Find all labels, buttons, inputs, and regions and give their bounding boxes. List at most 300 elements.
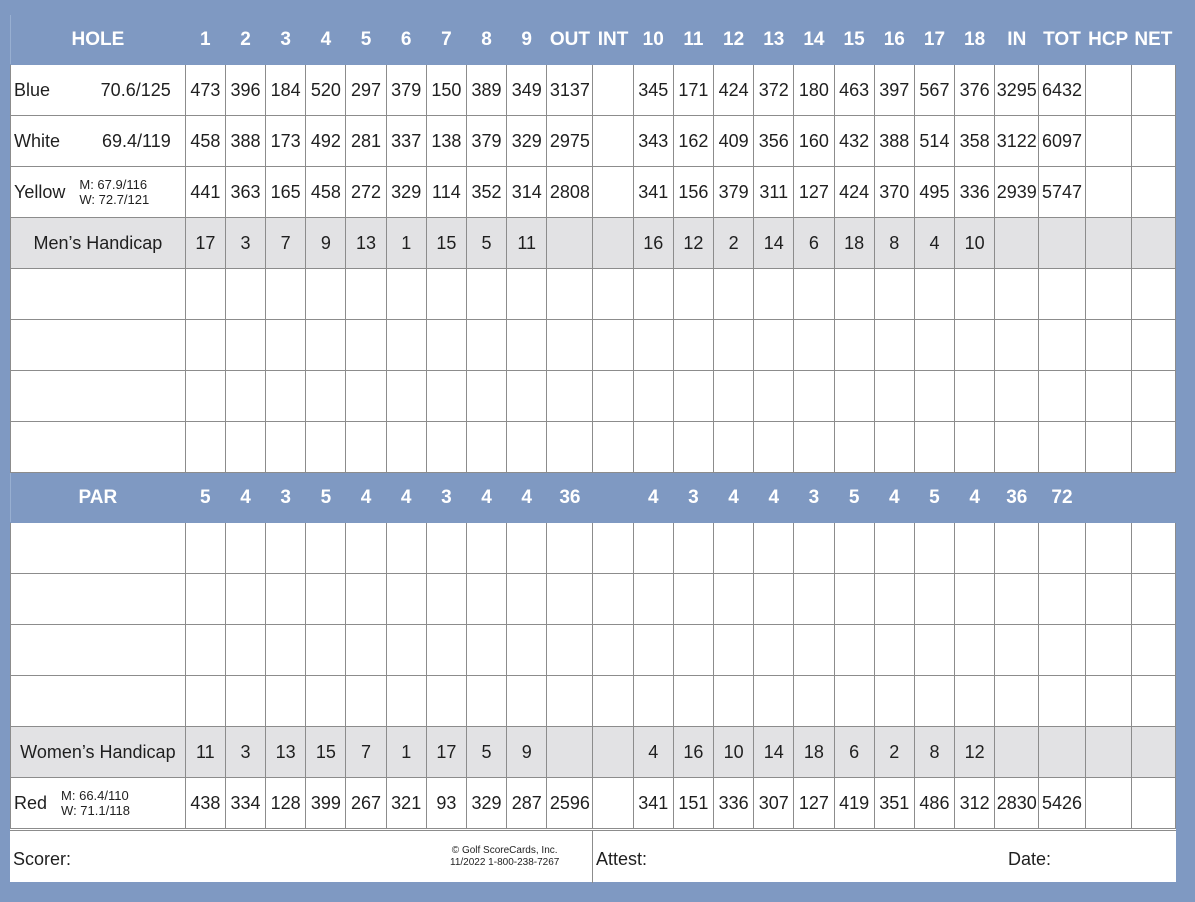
score-entry-cell[interactable]: [834, 574, 874, 625]
player-name-cell[interactable]: [11, 269, 186, 320]
player-name-cell[interactable]: [11, 676, 186, 727]
out-total: 2975: [547, 116, 593, 167]
signature-footer: [10, 830, 1176, 883]
score-entry-cell[interactable]: [754, 320, 794, 371]
score-entry-cell[interactable]: [386, 625, 426, 676]
yardage-cell: 396: [225, 65, 265, 116]
score-entry-cell[interactable]: [874, 371, 914, 422]
score-entry-cell[interactable]: [386, 676, 426, 727]
yardage-cell: 486: [914, 778, 954, 829]
score-entry-cell[interactable]: [754, 625, 794, 676]
score-entry-cell[interactable]: [1039, 676, 1085, 727]
score-entry-cell[interactable]: [673, 523, 713, 574]
score-entry-cell[interactable]: [306, 320, 346, 371]
player-name-cell[interactable]: [11, 574, 186, 625]
score-entry-cell[interactable]: [266, 371, 306, 422]
score-entry-cell[interactable]: [1131, 320, 1175, 371]
score-entry-cell[interactable]: [386, 269, 426, 320]
score-entry-cell[interactable]: [1039, 371, 1085, 422]
handicap-cell: 17: [185, 218, 225, 269]
player-score-row: [11, 269, 1176, 320]
score-entry-cell[interactable]: [466, 523, 506, 574]
yardage-cell: 173: [266, 116, 306, 167]
scorecard: [10, 14, 1176, 882]
score-entry-cell[interactable]: [955, 371, 995, 422]
score-entry-cell[interactable]: [754, 523, 794, 574]
score-entry-cell[interactable]: [754, 371, 794, 422]
handicap-cell: 16: [673, 727, 713, 778]
in-header: IN: [995, 15, 1039, 65]
hole-number: 1: [185, 15, 225, 65]
score-entry-cell[interactable]: [266, 523, 306, 574]
score-entry-cell[interactable]: [547, 574, 593, 625]
score-entry-cell[interactable]: [426, 574, 466, 625]
int-cell: [593, 778, 633, 829]
score-entry-cell[interactable]: [714, 269, 754, 320]
score-entry-cell[interactable]: [834, 320, 874, 371]
hole-number: 17: [914, 15, 954, 65]
score-entry-cell[interactable]: [1085, 523, 1131, 574]
score-entry-cell[interactable]: [346, 371, 386, 422]
score-entry-cell[interactable]: [266, 269, 306, 320]
score-entry-cell[interactable]: [995, 574, 1039, 625]
handicap-cell: 15: [426, 218, 466, 269]
score-entry-cell[interactable]: [914, 320, 954, 371]
score-entry-cell[interactable]: [714, 523, 754, 574]
score-entry-cell[interactable]: [794, 422, 834, 473]
blank-cell: [995, 218, 1039, 269]
score-entry-cell[interactable]: [386, 422, 426, 473]
score-entry-cell[interactable]: [346, 523, 386, 574]
yardage-cell: 419: [834, 778, 874, 829]
score-entry-cell[interactable]: [673, 422, 713, 473]
score-entry-cell[interactable]: [633, 371, 673, 422]
score-entry-cell[interactable]: [1131, 523, 1175, 574]
score-entry-cell[interactable]: [225, 269, 265, 320]
score-entry-cell[interactable]: [593, 422, 633, 473]
score-entry-cell[interactable]: [306, 371, 346, 422]
yardage-cell: 114: [426, 167, 466, 218]
score-entry-cell[interactable]: [754, 676, 794, 727]
yardage-cell: 441: [185, 167, 225, 218]
score-entry-cell[interactable]: [547, 422, 593, 473]
yardage-cell: 458: [306, 167, 346, 218]
yardage-cell: 399: [306, 778, 346, 829]
score-entry-cell[interactable]: [225, 574, 265, 625]
score-entry-cell[interactable]: [794, 625, 834, 676]
score-entry-cell[interactable]: [593, 625, 633, 676]
score-entry-cell[interactable]: [714, 676, 754, 727]
yardage-cell: 329: [507, 116, 547, 167]
yardage-cell: 321: [386, 778, 426, 829]
tee-row-white: [11, 116, 1176, 167]
score-entry-cell[interactable]: [794, 676, 834, 727]
score-entry-cell[interactable]: [995, 422, 1039, 473]
score-entry-cell[interactable]: [874, 676, 914, 727]
par-cell: 4: [633, 473, 673, 523]
score-entry-cell[interactable]: [874, 523, 914, 574]
score-entry-cell[interactable]: [914, 574, 954, 625]
handicap-label: Women’s Handicap: [11, 727, 186, 778]
yardage-cell: 281: [346, 116, 386, 167]
tee-name-cell: [11, 116, 186, 167]
hole-number: 2: [225, 15, 265, 65]
mens-rating: M: 66.4/110: [61, 788, 129, 803]
score-entry-cell[interactable]: [507, 523, 547, 574]
score-entry-cell[interactable]: [914, 422, 954, 473]
score-entry-cell[interactable]: [794, 371, 834, 422]
score-entry-cell[interactable]: [266, 574, 306, 625]
score-entry-cell[interactable]: [874, 422, 914, 473]
score-entry-cell[interactable]: [1039, 523, 1085, 574]
yardage-cell: 424: [834, 167, 874, 218]
score-entry-cell[interactable]: [914, 269, 954, 320]
blank-cell: [1085, 727, 1131, 778]
score-entry-cell[interactable]: [714, 320, 754, 371]
score-entry-cell[interactable]: [185, 269, 225, 320]
score-entry-cell[interactable]: [1039, 625, 1085, 676]
yardage-cell: 343: [633, 116, 673, 167]
handicap-cell: 14: [754, 727, 794, 778]
score-entry-cell[interactable]: [386, 320, 426, 371]
score-entry-cell[interactable]: [593, 269, 633, 320]
par-cell: 4: [754, 473, 794, 523]
score-entry-cell[interactable]: [995, 676, 1039, 727]
score-entry-cell[interactable]: [714, 371, 754, 422]
score-entry-cell[interactable]: [306, 269, 346, 320]
score-entry-cell[interactable]: [547, 269, 593, 320]
score-entry-cell[interactable]: [874, 269, 914, 320]
tee-name-cell: [11, 65, 186, 116]
hole-number: 5: [346, 15, 386, 65]
score-entry-cell[interactable]: [306, 523, 346, 574]
score-entry-cell[interactable]: [225, 625, 265, 676]
score-entry-cell[interactable]: [346, 269, 386, 320]
score-entry-cell[interactable]: [955, 574, 995, 625]
par-int: [593, 473, 633, 523]
score-entry-cell[interactable]: [266, 320, 306, 371]
score-entry-cell[interactable]: [386, 523, 426, 574]
score-entry-cell[interactable]: [1085, 371, 1131, 422]
yardage-cell: 351: [874, 778, 914, 829]
score-entry-cell[interactable]: [955, 523, 995, 574]
handicap-cell: 6: [834, 727, 874, 778]
score-entry-cell[interactable]: [185, 371, 225, 422]
score-entry-cell[interactable]: [466, 320, 506, 371]
score-entry-cell[interactable]: [1131, 422, 1175, 473]
score-entry-cell[interactable]: [995, 269, 1039, 320]
score-entry-cell[interactable]: [633, 320, 673, 371]
score-entry-cell[interactable]: [1085, 422, 1131, 473]
score-entry-cell[interactable]: [1131, 676, 1175, 727]
score-entry-cell[interactable]: [346, 574, 386, 625]
score-entry-cell[interactable]: [955, 625, 995, 676]
yardage-cell: 492: [306, 116, 346, 167]
date-label: Date:: [1008, 849, 1052, 869]
score-entry-cell[interactable]: [547, 320, 593, 371]
score-entry-cell[interactable]: [426, 371, 466, 422]
score-entry-cell[interactable]: [995, 371, 1039, 422]
handicap-cell: 9: [306, 218, 346, 269]
score-entry-cell[interactable]: [754, 422, 794, 473]
int-cell: [593, 727, 633, 778]
score-entry-cell[interactable]: [547, 676, 593, 727]
score-entry-cell[interactable]: [306, 676, 346, 727]
handicap-cell: 1: [386, 218, 426, 269]
score-entry-cell[interactable]: [225, 523, 265, 574]
yardage-cell: 370: [874, 167, 914, 218]
score-entry-cell[interactable]: [1085, 676, 1131, 727]
score-entry-cell[interactable]: [714, 574, 754, 625]
yardage-cell: 345: [633, 65, 673, 116]
score-entry-cell[interactable]: [633, 574, 673, 625]
yardage-cell: 409: [714, 116, 754, 167]
score-entry-cell[interactable]: [673, 371, 713, 422]
yardage-cell: 93: [426, 778, 466, 829]
handicap-cell: 3: [225, 218, 265, 269]
score-entry-cell[interactable]: [346, 422, 386, 473]
score-entry-cell[interactable]: [426, 269, 466, 320]
net-header: NET: [1131, 15, 1175, 65]
score-entry-cell[interactable]: [834, 371, 874, 422]
score-entry-cell[interactable]: [507, 676, 547, 727]
score-entry-cell[interactable]: [955, 422, 995, 473]
yardage-cell: 424: [714, 65, 754, 116]
score-entry-cell[interactable]: [1039, 422, 1085, 473]
tot-total: 6097: [1039, 116, 1085, 167]
score-entry-cell[interactable]: [593, 676, 633, 727]
hole-header-row: [11, 15, 1176, 65]
score-entry-cell[interactable]: [266, 676, 306, 727]
yardage-cell: 520: [306, 65, 346, 116]
score-entry-cell[interactable]: [306, 574, 346, 625]
score-entry-cell[interactable]: [633, 625, 673, 676]
score-entry-cell[interactable]: [185, 676, 225, 727]
score-entry-cell[interactable]: [426, 422, 466, 473]
tot-total: 6432: [1039, 65, 1085, 116]
score-entry-cell[interactable]: [794, 574, 834, 625]
score-entry-cell[interactable]: [754, 574, 794, 625]
score-entry-cell[interactable]: [754, 269, 794, 320]
handicap-cell: 16: [633, 218, 673, 269]
score-entry-cell[interactable]: [834, 625, 874, 676]
handicap-cell: 2: [714, 218, 754, 269]
score-entry-cell[interactable]: [874, 574, 914, 625]
handicap-cell: 15: [306, 727, 346, 778]
score-entry-cell[interactable]: [547, 625, 593, 676]
score-entry-cell[interactable]: [466, 574, 506, 625]
yardage-cell: 329: [466, 778, 506, 829]
score-entry-cell[interactable]: [185, 422, 225, 473]
womens-rating: W: 71.1/118: [61, 803, 130, 818]
hole-number: 13: [754, 15, 794, 65]
yardage-cell: 127: [794, 778, 834, 829]
score-entry-cell[interactable]: [633, 269, 673, 320]
handicap-cell: 12: [673, 218, 713, 269]
score-entry-cell[interactable]: [593, 320, 633, 371]
score-entry-cell[interactable]: [794, 523, 834, 574]
score-entry-cell[interactable]: [386, 371, 426, 422]
score-entry-cell[interactable]: [306, 625, 346, 676]
score-entry-cell[interactable]: [633, 523, 673, 574]
score-entry-cell[interactable]: [914, 625, 954, 676]
score-entry-cell[interactable]: [225, 676, 265, 727]
score-entry-cell[interactable]: [466, 422, 506, 473]
par-cell: 4: [874, 473, 914, 523]
score-entry-cell[interactable]: [1085, 320, 1131, 371]
yardage-cell: 438: [185, 778, 225, 829]
score-entry-cell[interactable]: [955, 320, 995, 371]
blank-cell: [995, 727, 1039, 778]
score-entry-cell[interactable]: [633, 422, 673, 473]
score-entry-cell[interactable]: [1131, 574, 1175, 625]
handicap-cell: 3: [225, 727, 265, 778]
player-name-cell[interactable]: [11, 320, 186, 371]
hcp-cell: [1085, 167, 1131, 218]
handicap-cell: 7: [346, 727, 386, 778]
score-entry-cell[interactable]: [794, 320, 834, 371]
score-entry-cell[interactable]: [507, 422, 547, 473]
blank-cell: [1131, 218, 1175, 269]
hole-number: 8: [466, 15, 506, 65]
score-entry-cell[interactable]: [995, 320, 1039, 371]
score-entry-cell[interactable]: [593, 523, 633, 574]
yardage-cell: 349: [507, 65, 547, 116]
score-entry-cell[interactable]: [914, 523, 954, 574]
yardage-cell: 341: [633, 167, 673, 218]
score-entry-cell[interactable]: [1085, 574, 1131, 625]
score-entry-cell[interactable]: [714, 422, 754, 473]
score-entry-cell[interactable]: [346, 625, 386, 676]
score-entry-cell[interactable]: [426, 523, 466, 574]
player-name-cell[interactable]: [11, 523, 186, 574]
score-entry-cell[interactable]: [1039, 269, 1085, 320]
score-entry-cell[interactable]: [346, 676, 386, 727]
score-entry-cell[interactable]: [346, 320, 386, 371]
out-header: OUT: [547, 15, 593, 65]
score-entry-cell[interactable]: [225, 371, 265, 422]
score-entry-cell[interactable]: [673, 320, 713, 371]
score-entry-cell[interactable]: [794, 269, 834, 320]
score-entry-cell[interactable]: [225, 422, 265, 473]
score-entry-cell[interactable]: [466, 269, 506, 320]
score-entry-cell[interactable]: [507, 371, 547, 422]
score-entry-cell[interactable]: [1085, 269, 1131, 320]
score-entry-cell[interactable]: [673, 676, 713, 727]
score-entry-cell[interactable]: [507, 625, 547, 676]
handicap-cell: 7: [266, 218, 306, 269]
int-cell: [593, 218, 633, 269]
score-entry-cell[interactable]: [673, 625, 713, 676]
copyright-line-1: © Golf ScoreCards, Inc.: [451, 845, 558, 856]
par-hcp: [1085, 473, 1131, 523]
score-entry-cell[interactable]: [593, 371, 633, 422]
score-entry-cell[interactable]: [266, 625, 306, 676]
score-entry-cell[interactable]: [955, 676, 995, 727]
score-entry-cell[interactable]: [1039, 574, 1085, 625]
score-entry-cell[interactable]: [955, 269, 995, 320]
yardage-cell: 372: [754, 65, 794, 116]
score-entry-cell[interactable]: [306, 422, 346, 473]
score-entry-cell[interactable]: [185, 625, 225, 676]
player-name-cell[interactable]: [11, 422, 186, 473]
score-entry-cell[interactable]: [834, 523, 874, 574]
score-entry-cell[interactable]: [834, 422, 874, 473]
score-entry-cell[interactable]: [995, 523, 1039, 574]
score-entry-cell[interactable]: [386, 574, 426, 625]
score-entry-cell[interactable]: [507, 574, 547, 625]
score-entry-cell[interactable]: [1039, 320, 1085, 371]
yardage-cell: 356: [754, 116, 794, 167]
score-entry-cell[interactable]: [185, 574, 225, 625]
player-name-cell[interactable]: [11, 371, 186, 422]
score-entry-cell[interactable]: [633, 676, 673, 727]
hole-number: 9: [507, 15, 547, 65]
score-entry-cell[interactable]: [995, 625, 1039, 676]
handicap-cell: 8: [914, 727, 954, 778]
score-entry-cell[interactable]: [914, 371, 954, 422]
score-entry-cell[interactable]: [426, 320, 466, 371]
tot-header: TOT: [1039, 15, 1085, 65]
score-entry-cell[interactable]: [185, 320, 225, 371]
tee-name-cell: [11, 167, 186, 218]
score-entry-cell[interactable]: [466, 676, 506, 727]
score-entry-cell[interactable]: [547, 371, 593, 422]
yardage-cell: 287: [507, 778, 547, 829]
par-cell: 4: [507, 473, 547, 523]
yardage-cell: 184: [266, 65, 306, 116]
score-entry-cell[interactable]: [1131, 625, 1175, 676]
score-entry-cell[interactable]: [426, 676, 466, 727]
score-entry-cell[interactable]: [547, 523, 593, 574]
score-entry-cell[interactable]: [466, 625, 506, 676]
score-entry-cell[interactable]: [507, 320, 547, 371]
score-entry-cell[interactable]: [426, 625, 466, 676]
yardage-cell: 329: [386, 167, 426, 218]
score-entry-cell[interactable]: [1131, 269, 1175, 320]
score-entry-cell[interactable]: [266, 422, 306, 473]
out-total: 2596: [547, 778, 593, 829]
yardage-cell: 165: [266, 167, 306, 218]
score-entry-cell[interactable]: [914, 676, 954, 727]
score-entry-cell[interactable]: [673, 269, 713, 320]
score-entry-cell[interactable]: [225, 320, 265, 371]
par-cell: 4: [955, 473, 995, 523]
net-cell: [1131, 65, 1175, 116]
net-cell: [1131, 167, 1175, 218]
par-cell: 3: [266, 473, 306, 523]
handicap-cell: 14: [754, 218, 794, 269]
score-entry-cell[interactable]: [834, 269, 874, 320]
score-entry-cell[interactable]: [1085, 625, 1131, 676]
tee-name: White: [14, 130, 61, 151]
score-entry-cell[interactable]: [874, 625, 914, 676]
in-total: 3122: [995, 116, 1039, 167]
score-entry-cell[interactable]: [593, 574, 633, 625]
score-entry-cell[interactable]: [507, 269, 547, 320]
score-entry-cell[interactable]: [714, 625, 754, 676]
score-entry-cell[interactable]: [673, 574, 713, 625]
par-cell: 5: [834, 473, 874, 523]
hole-number: 12: [714, 15, 754, 65]
score-entry-cell[interactable]: [466, 371, 506, 422]
score-entry-cell[interactable]: [185, 523, 225, 574]
score-entry-cell[interactable]: [1131, 371, 1175, 422]
player-name-cell[interactable]: [11, 625, 186, 676]
score-entry-cell[interactable]: [834, 676, 874, 727]
womens-handicap-row: [11, 727, 1176, 778]
score-entry-cell[interactable]: [874, 320, 914, 371]
